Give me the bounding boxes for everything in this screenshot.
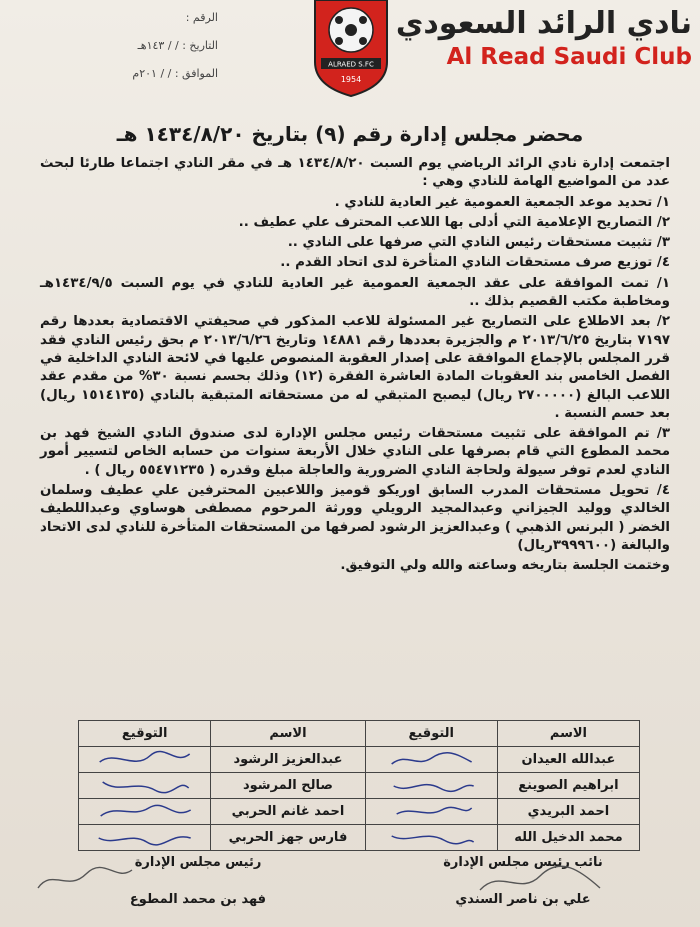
agenda-item-3: ٣/ تثبيت مستحقات رئيس النادي التي صرفها على النادي .. bbox=[287, 235, 670, 251]
table-row bbox=[79, 747, 640, 773]
date-field: التاريخ : / / ١٤٣هـ bbox=[137, 39, 218, 52]
member-name: عبدالله العيدان bbox=[497, 747, 639, 773]
document-title: محضر مجلس إدارة رقم (٩) بتاريخ ١٤٣٤/٨/٢٠ هـ bbox=[116, 122, 584, 146]
member-name: احمد غانم الحربي bbox=[211, 799, 365, 825]
corresponding-date-field: الموافق : / / ٢٠١م bbox=[132, 67, 218, 80]
signature-scribble bbox=[365, 773, 497, 799]
decision-3: ٣/ تم الموافقة على تثبيت مستحقات رئيس مجلس الإدارة لدى صندوق النادي الشيخ فهد بن محمد المطوع التي قام بصرفها على النادي خلال الأربعة سنوات من حسابه الخاص لتسيير أمور النادي لعدم توفر سيولة ولحاجة النادي الضرورية والعاجلة مبلغ وقدره ( ٥٥٤٧١٢٣٥ ريال ) . bbox=[40, 426, 670, 478]
signature-scribble bbox=[79, 747, 211, 773]
header-name: الاسم bbox=[497, 721, 639, 747]
header-signature: التوقيع bbox=[79, 721, 211, 747]
table-row bbox=[79, 773, 640, 799]
chairman-signature bbox=[30, 862, 140, 900]
decision-4: ٤/ تحويل مستحقات المدرب السابق اوريكو قوميز واللاعبين المحترفين علي عطيف وسلمان الخالدي ووليد الجيزاني وعبدالمجيد الرويلي وورثة المرحوم مصطفى هوساوي وعبداللطيف الخضر ( البرنس الذهبي ) وعبدالعزيز الرشود لصرفها من المستحقات المتأخرة للنادي لدى الاتحاد والبالغة (٣٩٩٩٦٠٠ريال) bbox=[40, 483, 670, 553]
document-meta bbox=[8, 4, 218, 88]
header-name: الاسم bbox=[211, 721, 365, 747]
table-row bbox=[79, 825, 640, 851]
decision-1: ١/ تمت الموافقة على عقد الجمعية العمومية غير العادية للنادي في يوم السبت ١٤٣٤/٩/٥هـ ومخاطبة مكتب القصيم بذلك .. bbox=[40, 275, 670, 310]
vice-chairman-signature bbox=[470, 862, 610, 902]
signature-table bbox=[78, 720, 640, 851]
chairman-title: رئيس مجلس الإدارة bbox=[134, 855, 262, 870]
signature-scribble bbox=[365, 799, 497, 825]
document-body bbox=[40, 155, 670, 578]
signature-scribble bbox=[365, 825, 497, 851]
signature-scribble bbox=[79, 825, 211, 851]
member-name: صالح المرشود bbox=[211, 773, 365, 799]
vice-chairman-name: علي بن ناصر السندي bbox=[455, 892, 591, 907]
member-name: فارس جهز الحربي bbox=[211, 825, 365, 851]
club-name-english: Al Read Saudi Club bbox=[446, 44, 692, 70]
signature-scribble bbox=[79, 799, 211, 825]
intro-paragraph: اجتمعت إدارة نادي الرائد الرياضي يوم السبت ١٤٣٤/٨/٢٠ هـ في مقر النادي اجتماعا طارئا لبحث عدد من المواضيع الهامة للنادي وهي : bbox=[40, 156, 670, 190]
member-name: عبدالعزيز الرشود bbox=[211, 747, 365, 773]
member-name: محمد الدخيل الله bbox=[497, 825, 639, 851]
member-name: احمد البريدي bbox=[497, 799, 639, 825]
signature-scribble bbox=[79, 773, 211, 799]
logo-year: 1954 bbox=[340, 75, 362, 84]
vice-chairman-title: نائب رئيس مجلس الإدارة bbox=[443, 855, 603, 870]
agenda-item-2: ٢/ التصاريح الإعلامية التي أدلى بها اللاعب المحترف علي عطيف .. bbox=[238, 214, 670, 230]
agenda-item-1: ١/ تحديد موعد الجمعية العمومية غير العادية للنادي . bbox=[334, 194, 670, 210]
number-field: الرقم : bbox=[185, 11, 218, 24]
logo-text: ALRAED S.FC bbox=[328, 60, 374, 69]
table-row bbox=[79, 799, 640, 825]
closing-line: وختمت الجلسة بتاريخه وساعته والله ولي التوفيق. bbox=[340, 558, 670, 574]
agenda-item-4: ٤/ توزيع صرف مستحقات النادي المتأخرة لدى اتحاد القدم .. bbox=[280, 255, 670, 271]
decision-2: ٢/ بعد الاطلاع على التصاريح غير المسئولة للاعب المذكور في صحيفتي الاقتصادية بعددها رقم ٧١٩٧ بتاريخ ٢٠١٣/٦/٢٥ م والجزيرة بعددها رقم ١٤٨٨١ وتاريخ ٢٠١٣/٦/٢٦ م بحق رئيس النادي فقد قرر المجلس بالإجماع الموافقة على إصدار العقوبة المنصوص عليها في لائحة النادي الداخلية في الفصل الخامس بند العقوبات المادة العاشرة الفقرة (١٢) وذلك بحسم نسبة ٣٠% من مقدم عقد اللاعب البالغ (٢٧٠٠٠٠٠ ريال) ليصبح المتبقي له من مستحقاته المتبقية بالنادي (١٥١٤١٣٥ ريال) بعد حسم النسبة . bbox=[40, 314, 671, 421]
club-logo bbox=[311, 0, 391, 98]
club-name-arabic: نادي الرائد السعودي bbox=[395, 6, 692, 41]
signature-scribble bbox=[365, 747, 497, 773]
chairman-name: فهد بن محمد المطوع bbox=[129, 892, 267, 907]
member-name: ابراهيم الصوينع bbox=[497, 773, 639, 799]
header-signature: التوقيع bbox=[365, 721, 497, 747]
table-header-row bbox=[79, 721, 640, 747]
